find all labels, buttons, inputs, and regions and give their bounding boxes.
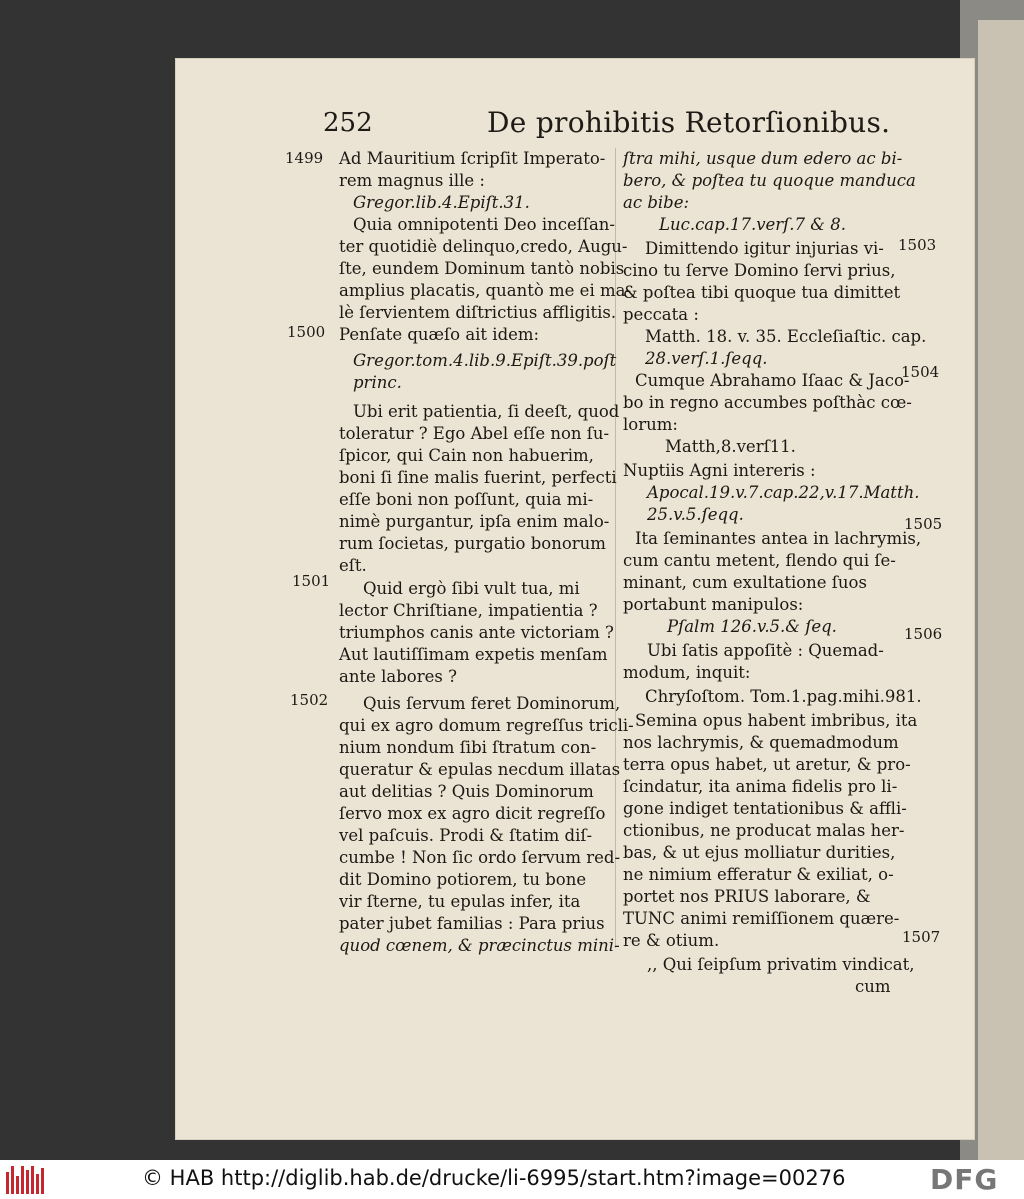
text-line: portet nos PRIUS laborare, &	[623, 887, 871, 906]
text-line: Aut lautiſſimam expetis menſam	[339, 645, 608, 664]
book-page	[175, 58, 975, 1140]
text-line: eſſe boni non poſſunt, quia mi-	[339, 490, 594, 509]
text-line: lector Chriſtiane, impatientia ?	[339, 601, 598, 620]
text-line: eſt.	[339, 556, 367, 575]
citation-line: Gregor.tom.4.lib.9.Epiſt.39.poſt	[353, 351, 617, 370]
dfg-logo[interactable]: DFG	[930, 1163, 999, 1196]
text-line: minant, cum exultatione ſuos	[623, 573, 867, 592]
text-line: Cumque Abrahamo Iſaac & Jaco-	[635, 371, 910, 390]
text-line: re & otium.	[623, 931, 720, 950]
text-line: Quia omnipotenti Deo inceſſan-	[353, 215, 616, 234]
text-line: ,, Qui ſeipſum privatim vindicat,	[647, 955, 915, 974]
margin-number: 1500	[287, 323, 326, 341]
text-line: boni ſi ſine malis fuerint, perfecti	[339, 468, 617, 487]
citation-line: Apocal.19.v.7.cap.22,v.17.Matth.	[647, 483, 920, 502]
text-line: quod cœnem, & præcinctus mini-	[339, 936, 620, 955]
text-line: qui ex agro domum regreſſus tricli-	[339, 716, 634, 735]
citation-line: Chryſoſtom. Tom.1.pag.mihi.981.	[645, 687, 922, 706]
citation-line: 25.v.5.ſeqq.	[647, 505, 744, 524]
text-line: rum ſocietas, purgatio bonorum	[339, 534, 606, 553]
margin-number: 1504	[901, 363, 940, 381]
margin-number: 1503	[898, 236, 937, 254]
citation-line: princ.	[353, 373, 402, 392]
text-line: ter quotidiè delinquo,credo, Augu-	[339, 237, 628, 256]
text-line: amplius placatis, quantò me ei ma-	[339, 281, 632, 300]
margin-number: 1506	[904, 625, 943, 643]
hab-logo-icon[interactable]	[6, 1164, 46, 1194]
text-line: ſpicor, qui Cain non habuerim,	[339, 446, 594, 465]
viewer-footer	[0, 1160, 1024, 1199]
text-line: terra opus habet, ut aretur, & pro-	[623, 755, 911, 774]
page-header	[175, 108, 975, 148]
text-line: pater jubet familias : Para prius	[339, 914, 605, 933]
text-line: cino tu ſerve Domino ſervi prius,	[623, 261, 896, 280]
text-line: ſcindatur, ita anima fidelis pro li-	[623, 777, 898, 796]
text-line: triumphos canis ante victoriam ?	[339, 623, 614, 642]
text-line: queratur & epulas necdum illatas	[339, 760, 621, 779]
text-line: peccata :	[623, 305, 699, 324]
text-line: gone indiget tentationibus & affli-	[623, 799, 907, 818]
text-line: toleratur ? Ego Abel eſſe non ſu-	[339, 424, 610, 443]
text-line: Ubi erit patientia, ſi deeſt, quod	[353, 402, 620, 421]
text-line: vir ſterne, tu epulas infer, ita	[339, 892, 581, 911]
catchword: cum	[855, 977, 891, 996]
margin-number: 1505	[904, 515, 943, 533]
margin-number: 1499	[285, 149, 324, 167]
text-line: bero, & poſtea tu quoque manduca	[623, 171, 916, 190]
text-line: cum cantu metent, flendo qui ſe-	[623, 551, 896, 570]
text-line: ne nimium efferatur & exiliat, o-	[623, 865, 894, 884]
margin-number: 1501	[292, 572, 331, 590]
text-line: Semina opus habent imbribus, ita	[635, 711, 918, 730]
text-line: nimè purgantur, ipſa enim malo-	[339, 512, 610, 531]
text-line: lè ſervientem diſtrictius affligitis.	[339, 303, 617, 322]
citation-line: 28.verſ.1.ſeqq.	[645, 349, 768, 368]
text-line: dit Domino potiorem, tu bone	[339, 870, 587, 889]
text-line: nos lachrymis, & quemadmodum	[623, 733, 899, 752]
text-line: bo in regno accumbes poſthàc cœ-	[623, 393, 912, 412]
text-line: Ita ſeminantes antea in lachrymis,	[635, 529, 922, 548]
text-line: nium nondum ſibi ſtratum con-	[339, 738, 597, 757]
text-line: ſervo mox ex agro dicit regreſſo	[339, 804, 606, 823]
citation-line: Luc.cap.17.verſ.7 & 8.	[659, 215, 846, 234]
text-line: aut delitias ? Quis Dominorum	[339, 782, 594, 801]
text-line: & poſtea tibi quoque tua dimittet	[623, 283, 901, 302]
citation-line: Matth. 18. v. 35. Eccleſiaſtic. cap.	[645, 327, 927, 346]
text-line: lorum:	[623, 415, 678, 434]
text-line: TUNC animi remiſſionem quære-	[623, 909, 900, 928]
text-line: portabunt manipulos:	[623, 595, 804, 614]
text-line: modum, inquit:	[623, 663, 751, 682]
text-line: vel paſcuis. Prodi & ſtatim diſ-	[339, 826, 593, 845]
text-line: ante labores ?	[339, 667, 457, 686]
text-line: rem magnus ille :	[339, 171, 485, 190]
margin-number: 1502	[290, 691, 329, 709]
page-number: 252	[323, 108, 373, 138]
adjacent-page-strip	[978, 20, 1024, 1160]
citation-line: Matth,8.verſ11.	[665, 437, 796, 456]
citation-line: Gregor.lib.4.Epiſt.31.	[353, 193, 530, 212]
text-line: Dimittendo igitur injurias vi-	[645, 239, 884, 258]
text-line: ſte, eundem Dominum tantò nobis	[339, 259, 625, 278]
margin-number: 1507	[902, 928, 941, 946]
text-line: ſtra mihi, usque dum edero ac bi-	[623, 149, 903, 168]
text-line: bas, & ut ejus molliatur durities,	[623, 843, 896, 862]
text-line: ctionibus, ne producat malas her-	[623, 821, 905, 840]
text-line: Quis ſervum feret Dominorum,	[363, 694, 621, 713]
text-line: Nuptiis Agni intereris :	[623, 461, 816, 480]
copyright-link[interactable]: © HAB http://diglib.hab.de/drucke/li-6995/start.htm?image=00276	[142, 1166, 846, 1190]
text-line: Ad Mauritium ſcripſit Imperato-	[339, 149, 606, 168]
citation-line: Pſalm 126.v.5.& ſeq.	[667, 617, 837, 636]
text-line: Quid ergò ſibi vult tua, mi	[363, 579, 580, 598]
text-line: cumbe ! Non ſic ordo ſervum red-	[339, 848, 621, 867]
text-line: ac bibe:	[623, 193, 690, 212]
text-line: Penſate quæſo ait idem:	[339, 325, 540, 344]
running-title: De prohibitis Retorſionibus.	[487, 106, 891, 139]
text-line: Ubi ſatis appoſitè : Quemad-	[647, 641, 884, 660]
